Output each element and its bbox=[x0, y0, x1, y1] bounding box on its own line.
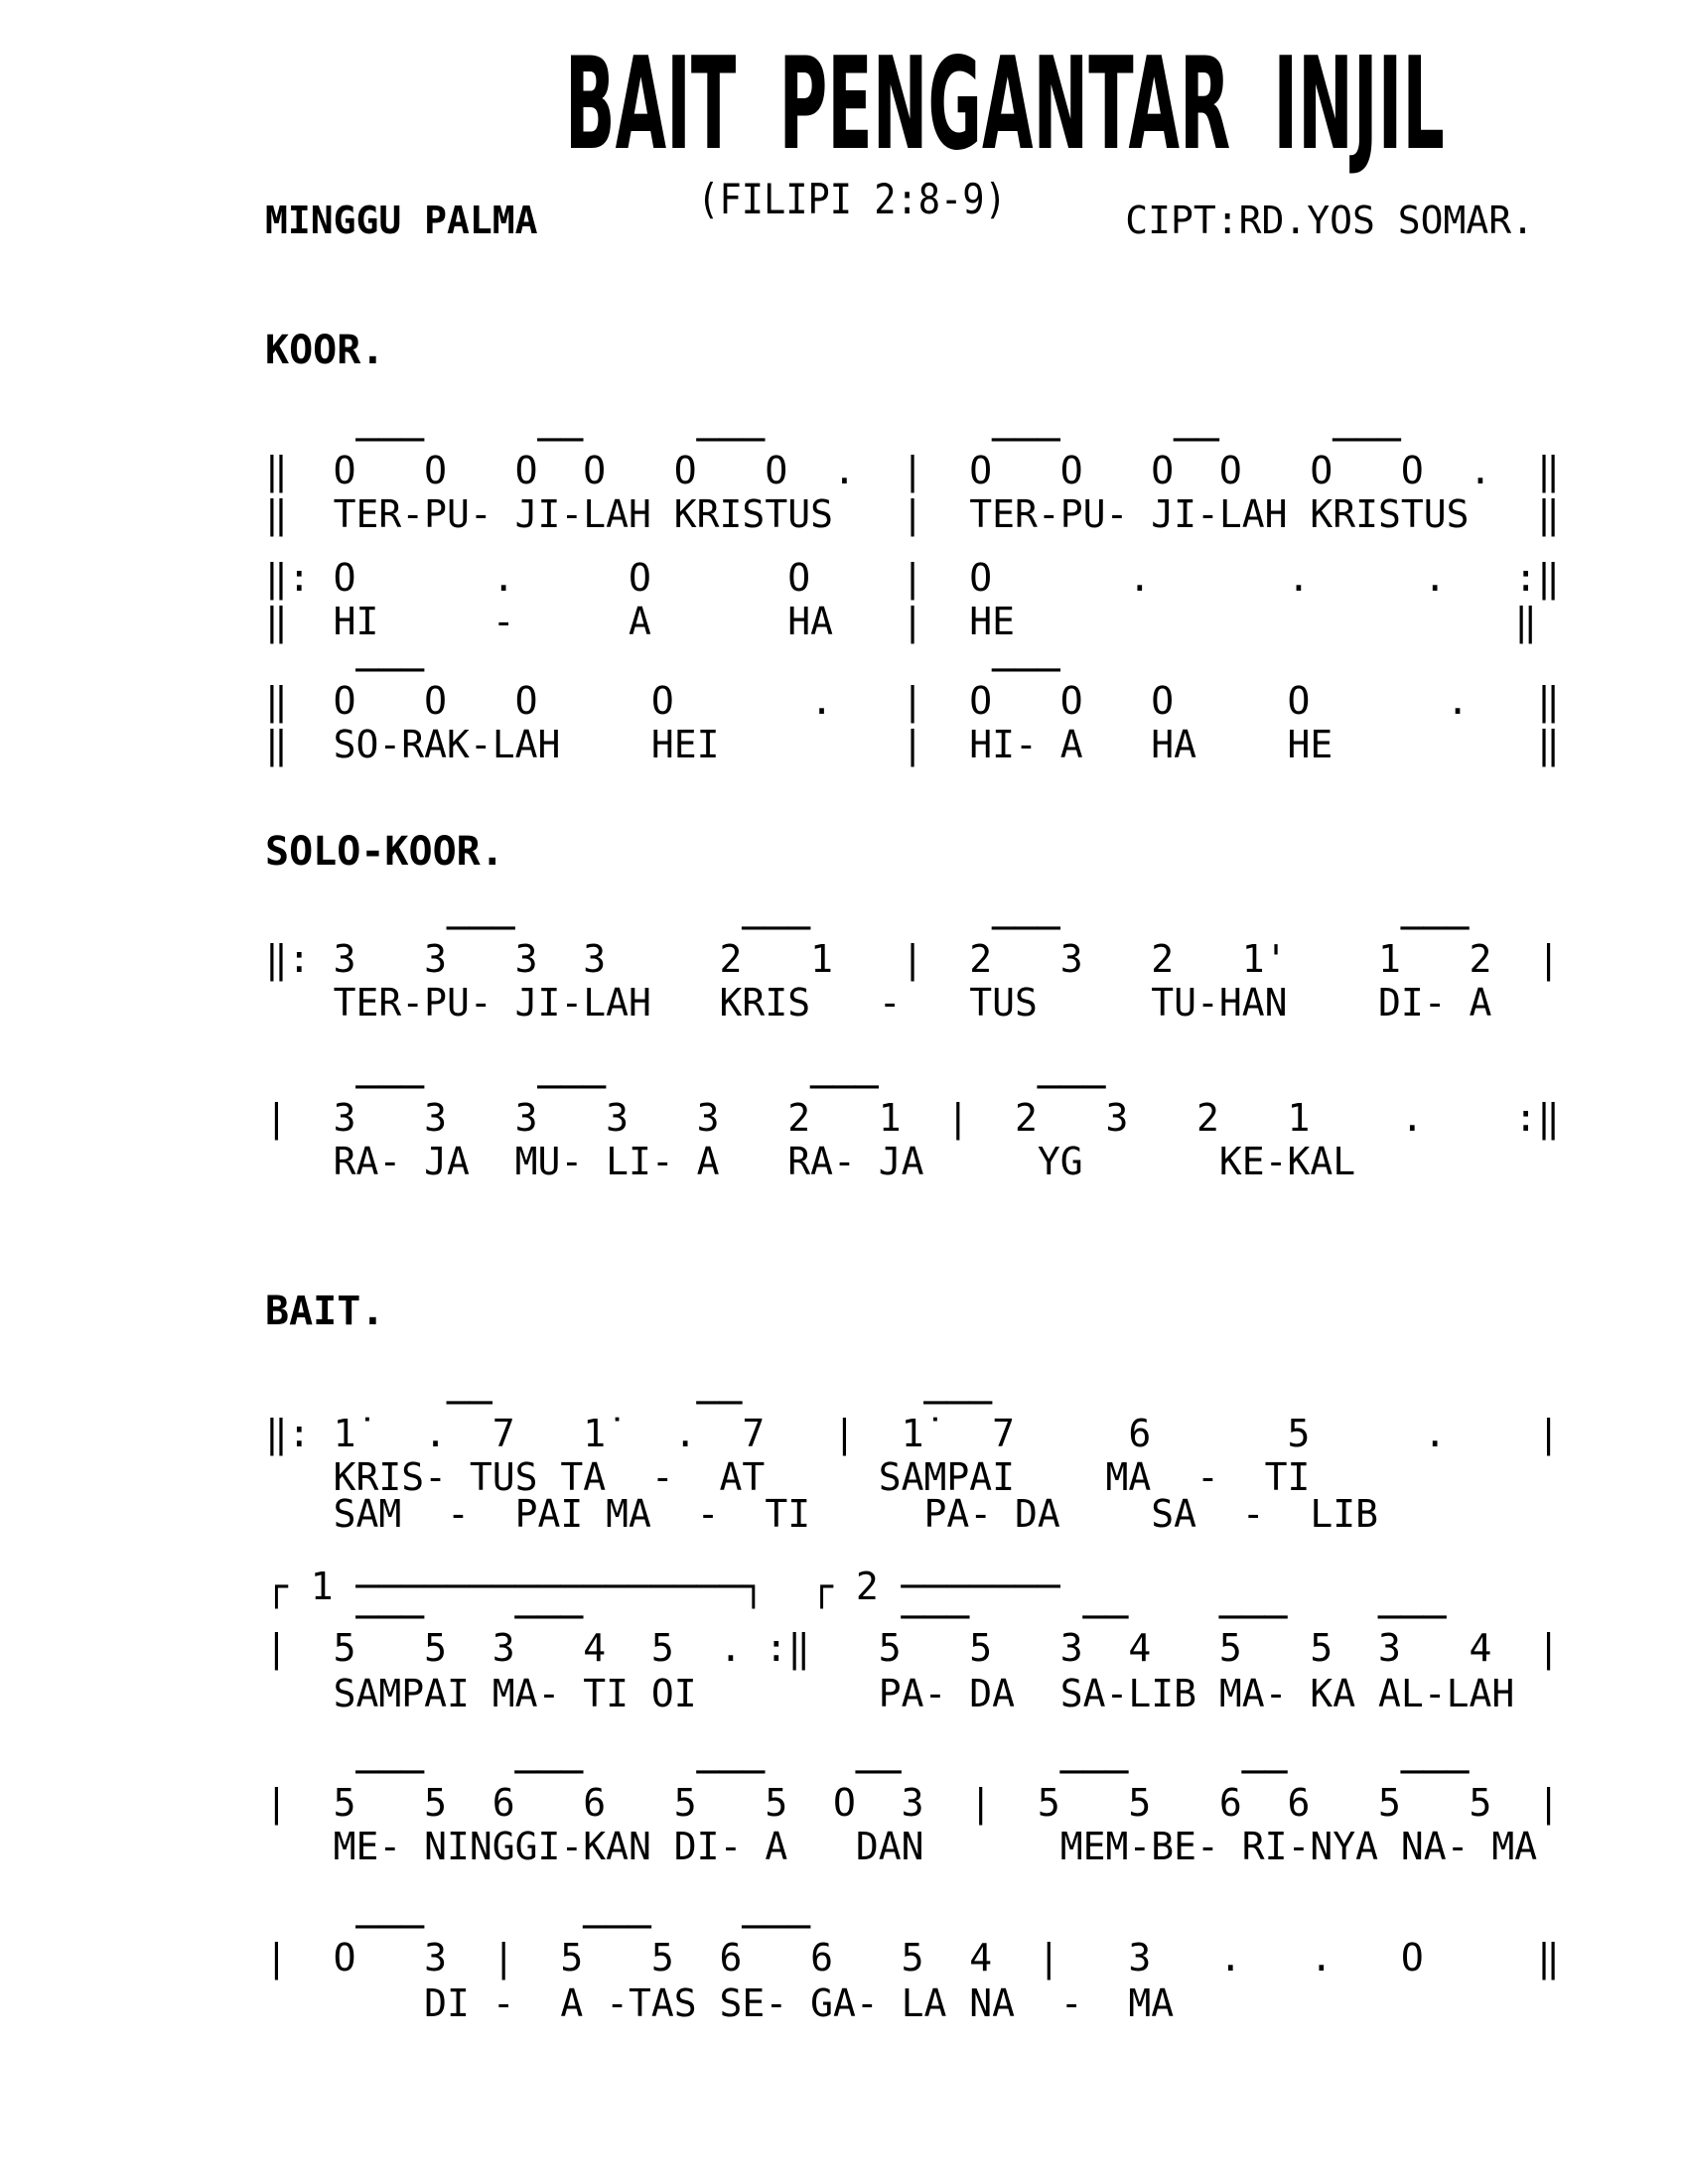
koor-line3-lyrics: ‖ SO-RAK-LAH HEI | HI- A HA HE ‖ bbox=[265, 723, 1561, 766]
bait-line3-lyrics: ME- NINGGI-KAN DI- A DAN MEM-BE- RI-NYA NA- MA bbox=[265, 1825, 1583, 1868]
solo-line2-beams: ─── ─── ─── ─── bbox=[265, 1065, 1561, 1109]
occasion-label: MINGGU PALMA bbox=[265, 199, 538, 242]
composer-credit: CIPT:RD.YOS SOMAR. bbox=[1125, 199, 1534, 242]
solo-line1-lyrics: TER-PU- JI-LAH KRIS - TUS TU-HAN DI- A bbox=[265, 981, 1561, 1024]
credits-row bbox=[265, 199, 1534, 246]
page-title: BAIT PENGANTAR INJIL bbox=[564, 31, 1445, 179]
koor-line2-notes: ‖: O . O O | O . . . :‖ bbox=[265, 556, 1561, 600]
koor-line1-notes: ‖ O O O O O O . | O O O O O O . ‖ bbox=[265, 449, 1561, 492]
volta-line-beams: ─── ─── ─── ── ─── ─── bbox=[265, 1595, 1538, 1639]
bait-line4-beams: ─── ─── ─── bbox=[265, 1905, 1561, 1949]
bait-line1-notes: ‖: 1̇ . 7 1̇ . 7 | 1̇ 7 6 5 . | bbox=[265, 1412, 1561, 1455]
koor-line1-beams: ─── ── ─── ─── ── ─── bbox=[265, 418, 1561, 462]
solo-line1-notes: ‖: 3 3 3 3 2 1 | 2 3 2 1' 1 2 | bbox=[265, 937, 1561, 981]
section-heading-koor: KOOR. bbox=[265, 328, 385, 373]
bait-line1-lyrics-verse2: SAM - PAI MA - TI PA- DA SA - LIB bbox=[265, 1492, 1561, 1536]
bait-line3-beams: ─── ─── ─── ── ─── ── ─── bbox=[265, 1750, 1561, 1794]
section-heading-solo-koor: SOLO-KOOR. bbox=[265, 829, 504, 875]
volta-line-lyrics: SAMPAI MA- TI OI PA- DA SA-LIB MA- KA AL-LAH bbox=[265, 1672, 1561, 1715]
solo-line2-lyrics: RA- JA MU- LI- A RA- JA YG KE-KAL bbox=[265, 1140, 1583, 1183]
bait-line3-notes: | 5 5 6 6 5 5 O 3 | 5 5 6 6 5 5 | bbox=[265, 1781, 1561, 1825]
volta-brackets: ┌ 1 ─────────────────┐ ┌ 2 ─────── bbox=[265, 1565, 1561, 1608]
solo-line2-notes: | 3 3 3 3 3 2 1 | 2 3 2 1 . :‖ bbox=[265, 1096, 1561, 1140]
bait-line4-lyrics: DI - A -TAS SE- GA- LA NA - MA bbox=[265, 1981, 1561, 2025]
title-block bbox=[159, 31, 1545, 179]
koor-line1-lyrics: ‖ TER-PU- JI-LAH KRISTUS | TER-PU- JI-LAH KRISTUS ‖ bbox=[265, 492, 1561, 536]
solo-line1-beams: ─── ─── ─── ─── bbox=[265, 906, 1561, 950]
koor-line3-beams: ─── ─── bbox=[265, 648, 1515, 692]
koor-line2-lyrics: ‖ HI - A HA | HE ‖ bbox=[265, 600, 1538, 643]
page-subtitle: (FILIPI 2:8-9) bbox=[697, 175, 1007, 223]
section-heading-bait: BAIT. bbox=[265, 1289, 385, 1334]
bait-line1-beams: ── ── ─── bbox=[265, 1381, 1561, 1425]
koor-line3-notes: ‖ O O O O . | O O O O . ‖ bbox=[265, 679, 1561, 723]
volta-line-notes: | 5 5 3 4 5 . :‖ 5 5 3 4 5 5 3 4 | bbox=[265, 1626, 1561, 1670]
bait-line1-lyrics-verse1: KRIS- TUS TA - AT SAMPAI MA - TI bbox=[265, 1455, 1538, 1499]
bait-line4-notes: | O 3 | 5 5 6 6 5 4 | 3 . . O ‖ bbox=[265, 1936, 1561, 1979]
